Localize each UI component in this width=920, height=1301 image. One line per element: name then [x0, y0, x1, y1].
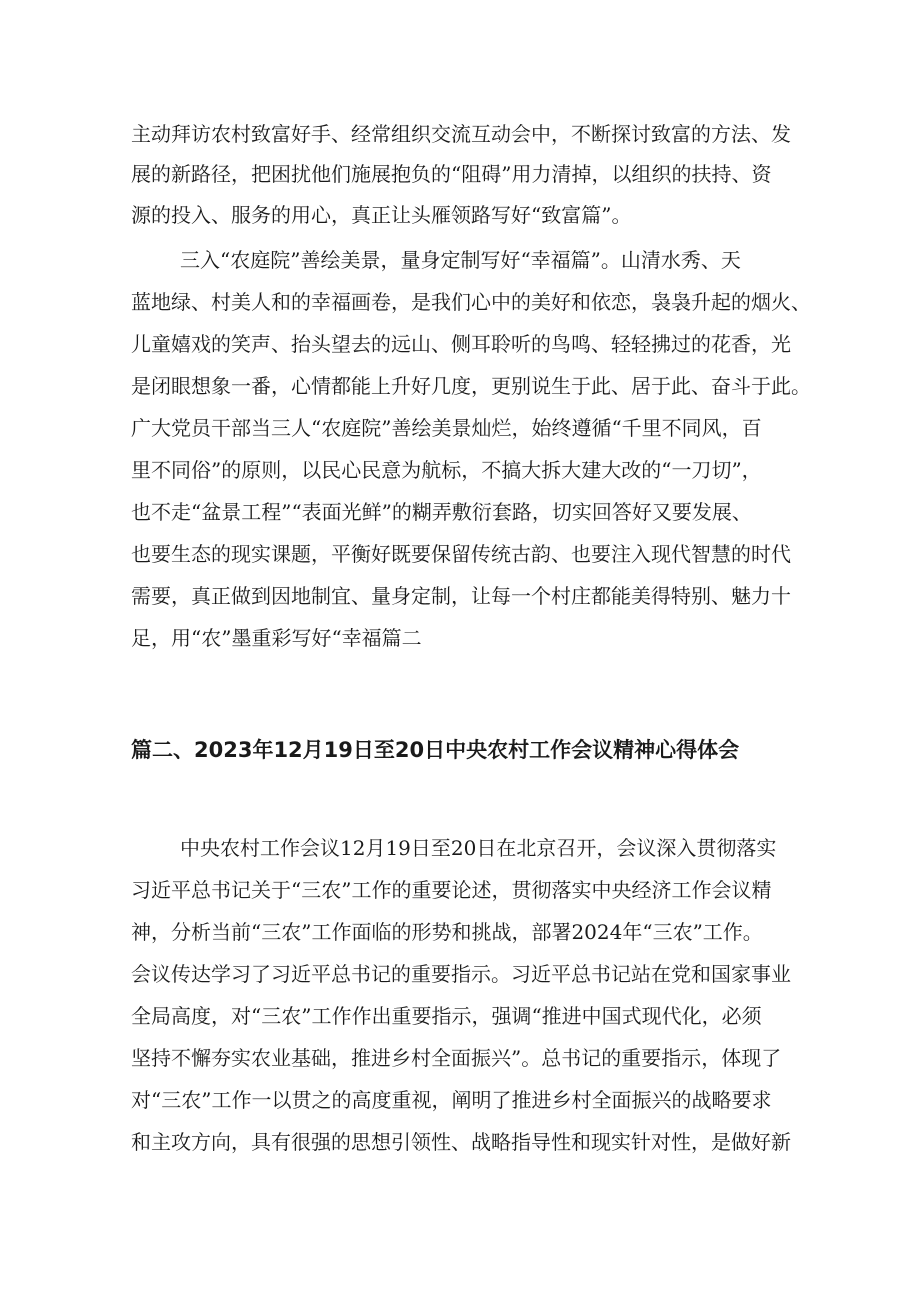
text-line: 源的投入、服务的用心，真正让头雁领路写好“致富篇”。: [131, 203, 632, 227]
text-line: 广大党员干部当三人“农庭院”善绘美景灿烂，始终遵循“千里不同风，百: [131, 416, 762, 440]
text-line: 坚持不懈夯实农业基础，推进乡村全面振兴”。总书记的重要指示，体现了: [131, 1046, 782, 1070]
text-line: 也不走“盆景工程”“表面光鲜”的糊弄敷衍套路，切实回答好又要发展、: [131, 500, 752, 524]
text-line: 主动拜访农村致富好手、经常组织交流互动会中，不断探讨致富的方法、发: [131, 122, 791, 146]
text-line: 是闭眼想象一番，心情都能上升好几度，更别说生于此、居于此、奋斗于此。: [131, 374, 811, 398]
text-line: 儿童嬉戏的笑声、抬头望去的远山、侧耳聆听的鸟鸣、轻轻拂过的花香，光: [131, 332, 791, 356]
section-heading: 篇二、2023年12月19日至20日中央农村工作会议精神心得体会: [131, 738, 740, 762]
text-line: 会议传达学习了习近平总书记的重要指示。习近平总书记站在党和国家事业: [131, 962, 791, 986]
text-line: 和主攻方向，具有很强的思想引领性、战略指导性和现实针对性，是做好新: [131, 1130, 791, 1154]
text-line: 足，用“农”墨重彩写好“幸福篇二: [131, 626, 422, 650]
text-line: 三入“农庭院”善绘美景，量身定制写好“幸福篇”。山清水秀、天: [180, 248, 741, 272]
text-line: 习近平总书记关于“三农”工作的重要论述，贯彻落实中央经济工作会议精: [131, 878, 772, 902]
text-line: 神，分析当前“三农”工作面临的形势和挑战，部署2024年“三农”工作。: [131, 920, 763, 944]
text-line: 展的新路径，把困扰他们施展抱负的“阻碍”用力清掉，以组织的扶持、资: [131, 162, 772, 186]
text-line: 对“三农”工作一以贯之的高度重视，阐明了推进乡村全面振兴的战略要求: [131, 1088, 772, 1112]
text-line: 中央农村工作会议12月19日至20日在北京召开，会议深入贯彻落实: [180, 836, 777, 860]
text-line: 蓝地绿、村美人和的幸福画卷，是我们心中的美好和依恋，袅袅升起的烟火、: [131, 290, 811, 314]
text-line: 也要生态的现实课题，平衡好既要保留传统古韵、也要注入现代智慧的时代: [131, 542, 791, 566]
text-line: 需要，真正做到因地制宜、量身定制，让每一个村庄都能美得特别、魅力十: [131, 584, 791, 608]
text-line: 全局高度，对“三农”工作作出重要指示，强调“推进中国式现代化，必须: [131, 1004, 762, 1028]
text-line: 里不同俗”的原则，以民心民意为航标，不搞大拆大建大改的“一刀切”，: [131, 458, 762, 482]
